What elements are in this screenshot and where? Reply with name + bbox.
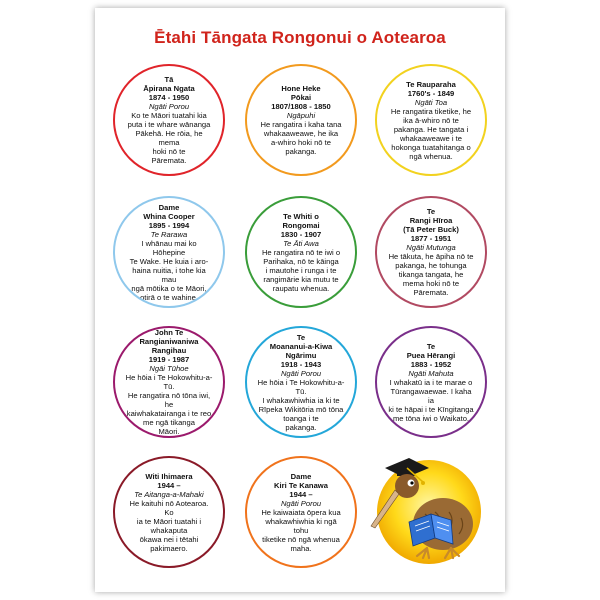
person-name: Witi Ihimaera <box>145 471 193 481</box>
person-card-kiri-te-kanawa <box>245 456 357 568</box>
person-name: John Te Rangianiwaniwa Rangihau <box>139 328 199 355</box>
person-card-hone-heke <box>245 64 357 176</box>
person-description: I whakatū ia i te marae o Tūrangawaewae. I kaha ia ki te hāpai i te Kīngitanga me tōna iwi o Waikato. <box>388 377 474 423</box>
person-description: I whānau mai ko Hōhepine Te Wake. He kuia i aro- haina nuitia, i tohe kia mau ngā mōtika o te Māori, otirā o te wahine. <box>129 238 209 302</box>
person-years: 1807/1808 - 1850 <box>271 102 331 111</box>
person-card-apirana-ngata <box>113 64 225 176</box>
person-iwi: Ngāti Porou <box>280 368 322 378</box>
person-years: 1883 - 1952 <box>410 359 452 369</box>
person-years: 1760's - 1849 <box>407 88 455 98</box>
person-name: Te Moananui-a-Kiwa Ngārimu <box>269 332 333 360</box>
person-name: Tā Āpirana Ngata <box>143 75 195 93</box>
person-iwi: Ngāti Porou <box>280 498 322 508</box>
person-card-te-rauparaha <box>375 64 487 176</box>
person-description: He hōia i Te Hokowhitu-a-Tū. I whakawhiwhia ia ki te Rīpeka Wikitōria mō tōna toanga i te pakanga. <box>257 377 345 432</box>
person-iwi: Ngāi Tūhoe <box>149 364 189 373</box>
person-card-whina-cooper <box>113 196 225 308</box>
person-iwi: Te Āti Awa <box>283 238 319 248</box>
person-name: Te Rangi Hīroa (Tā Peter Buck) <box>403 207 459 234</box>
person-description: Ko te Māori tuatahi kia puta i te whare wānanga Pākehā. He rōia, he mema hoki nō te Pāremata. <box>127 111 211 165</box>
person-years: 1874 - 1950 <box>148 93 190 102</box>
person-description: He kaituhi nō Aotearoa. Ko ia te Māori tuatahi i whakaputa ōkawa nei i tētahi pakimaero. <box>129 498 209 553</box>
person-description: He hōia i Te Hokowhitu-a-Tū. He rangatira nō tōna iwi, he kaiwhakatairanga i te reo me ngā tikanga Māori. <box>125 373 213 436</box>
person-years: 1944 – <box>289 489 313 499</box>
person-years: 1944 – <box>157 480 181 490</box>
person-iwi: Ngāti Porou <box>148 102 190 111</box>
person-card-ngarimu <box>245 326 357 438</box>
person-iwi: Ngāpuhi <box>286 111 316 120</box>
person-years: 1830 - 1907 <box>280 229 322 239</box>
person-card-te-puea <box>375 326 487 438</box>
person-iwi: Te Rarawa <box>150 229 188 239</box>
person-name: Te Whiti o Rongomai <box>282 211 320 230</box>
person-iwi: Ngāti Toa <box>414 97 448 107</box>
person-card-witi-ihimaera <box>113 456 225 568</box>
person-name: Dame Whina Cooper <box>143 202 195 221</box>
person-years: 1919 - 1987 <box>148 355 190 364</box>
person-years: 1895 - 1994 <box>148 220 190 230</box>
person-years: 1877 - 1951 <box>410 234 452 243</box>
person-iwi: Te Aitanga-a-Mahaki <box>134 489 204 499</box>
kiwi-graduate-reading-book-icon <box>365 448 489 572</box>
person-description: He rangatira nō te iwi o Parihaka, nō te kāinga i mautohe i runga i te rangimārie kia mutu te raupatu whenua. <box>261 247 341 293</box>
person-name: Dame Kiri Te Kanawa <box>274 471 328 490</box>
person-description: He tākuta, he āpiha nō te pakanga, he tohunga tikanga tangata, he mema hoki nō te Pāremata. <box>388 252 474 297</box>
page-title: Ētahi Tāngata Rongonui o Aotearoa <box>154 28 446 47</box>
person-iwi: Ngāti Mahuta <box>408 368 454 378</box>
poster-page <box>95 8 505 592</box>
person-description: He rangatira tiketike, he ika ā-whiro nō te pakanga. He tangata i whakaaweawe i te hokonga tuatahitanga o ngā whenua. <box>390 106 472 161</box>
person-card-john-rangihau <box>113 326 225 438</box>
person-card-te-whiti <box>245 196 357 308</box>
person-iwi: Ngāti Mutunga <box>406 243 456 252</box>
person-card-te-rangi-hiroa <box>375 196 487 308</box>
person-years: 1918 - 1943 <box>280 359 322 369</box>
person-name: Te Rauparaha <box>406 79 456 89</box>
person-description: He kaiwaiata ōpera kua whakawhiwhia ki ngā tohu tiketike nō ngā whenua maha. <box>261 507 341 553</box>
person-description: He rangatira i kaha tana whakaaweawe, he ika a-whiro hoki nō te pakanga. <box>260 120 342 156</box>
person-name: Hone Heke Pōkai <box>281 84 321 102</box>
person-name: Te Puea Hērangi <box>406 341 456 360</box>
